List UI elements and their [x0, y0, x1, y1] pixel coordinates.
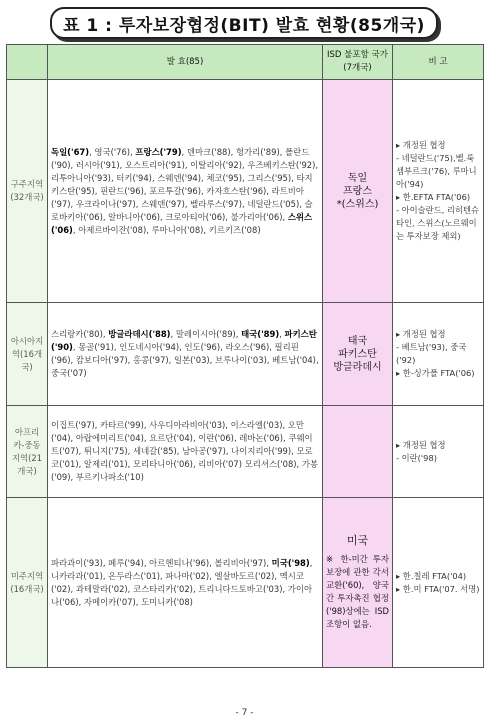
- country-non-isd: 스위스('06): [51, 211, 313, 235]
- country-list-text: ,: [279, 329, 285, 339]
- country-non-isd: 프랑스('79): [135, 146, 182, 157]
- header-blank: [7, 45, 48, 80]
- header-remarks: 비 고: [393, 45, 484, 80]
- country-list-text: , 말레이시아('89),: [170, 329, 242, 339]
- countries-cell: [48, 303, 323, 406]
- country-list-text: , 아제르바이잔('08), 루마니아('08), 키르키즈('08): [72, 224, 261, 235]
- remarks-cell: [393, 406, 484, 498]
- region-cell: 아시아지역(16개국): [7, 303, 48, 406]
- country-list-text: 스리랑카('80),: [51, 329, 109, 339]
- isd-cell: [323, 303, 393, 406]
- isd-cell: [323, 498, 393, 668]
- remark-line: ▸ 한.미 FTA('07. 서명): [396, 583, 480, 594]
- title-box: [50, 7, 438, 39]
- remark-line: ▸ 한.EFTA FTA('06): [396, 192, 471, 202]
- header-effective: 발 효(85): [48, 45, 323, 80]
- country-list-text: 이집트('97), 카타르('99), 사우디아라비아('03), 이스라엘('03), 오만('04), 아랍에미리트('04), 요르단('04), 이란('06), 레바논('06), 쿠웨이트('07), 튀니지('75), 세네갈('85), 남아공('97), 나이지리아('99), 모로코('01), 알제리('01), 모리타니아('06), 리비아('07) 모리셔스('08), 가봉('09), 부르키나파소('10): [51, 420, 319, 482]
- remark-line: ▸ 한.칠레 FTA('04): [396, 570, 467, 581]
- bit-status-table: [6, 44, 484, 668]
- country-non-isd: 방글라데시('88): [108, 329, 171, 339]
- region-cell: 구주지역(32개국): [7, 80, 48, 303]
- isd-country: 태국: [347, 335, 368, 347]
- region-cell: 아프리카-중동지역(21개국): [7, 406, 48, 498]
- remark-line: ▸ 개정된 협정: [396, 140, 446, 150]
- countries-cell: [48, 498, 323, 668]
- isd-note: ※ 한-미간 투자보장에 관한 각서교환('60), 양국간 투자촉진 협정('98)상에는 ISD 조항이 없음.: [326, 554, 389, 629]
- country-non-isd: 파키스탄('90): [51, 329, 317, 352]
- header-isd: ISD 불포함 국가(7개국): [323, 45, 393, 80]
- region-cell: 미주지역(16개국): [7, 498, 48, 668]
- country-list-text: , 덴마크('88), 헝가리('89), 폴란드('90), 러시아('91), 오스트리아('91), 이탈리아('92), 우즈베키스탄('92), 리투아니아('93), 터키('94), 스웨덴('94), 체코('95), 그리스('95), 타지키스탄('95), 핀란드('96), 포르투갈('96), 카자흐스탄('96), 라트비아('97), 우크라이나('97), 스웨덴('97), 벨라루스('97), 네덜란드('05), 슬로바키아('06), 알바니아('06), 크로아티아('06), 불가리아('06),: [51, 146, 319, 222]
- isd-country: 프랑스: [343, 185, 372, 197]
- country-list-text: 파라과이('93), 페루('94), 아르헨티나('96), 볼리비아('97),: [51, 557, 272, 568]
- remark-line: ▸ 개정된 협정: [396, 329, 446, 339]
- isd-country: *(스위스): [336, 198, 379, 210]
- table-row-europe: [7, 80, 484, 303]
- remarks-cell: [393, 303, 484, 406]
- remark-line: - 이란('98): [396, 452, 437, 463]
- remark-line: - 네덜란드('75),벨.룩셈부르크('76), 루마니아('94): [396, 153, 477, 189]
- remarks-cell: [393, 498, 484, 668]
- country-non-isd: 미국('98): [271, 557, 310, 568]
- page-title: 표 1 : 투자보장협정(BIT) 발효 현황(85개국): [63, 15, 425, 36]
- table-row-asia: [7, 303, 484, 406]
- table-row-africa-mideast: [7, 406, 484, 498]
- country-list-text: , 영국('76),: [89, 146, 136, 157]
- isd-country: 독일: [347, 172, 368, 184]
- remark-line: - 아이슬란드, 리히텐슈타인, 스위스(노르웨이는 투자보장 제외): [396, 205, 480, 241]
- countries-cell: [48, 406, 323, 498]
- country-list-text: , 니카라과('01), 온두라스('01), 파나마('02), 엘살바도르('02), 멕시코('02), 과테말라('02), 코스타리카('02), 트리니다드토바고('03), 가이아나('06), 자메이카('07), 도미니카('08): [51, 557, 313, 607]
- country-list-text: , 몽골('91), 인도네시아('94), 인도('96), 라오스('96), 필리핀('96), 캄보디아('97), 홍콩('97), 일본('03), 브루나이('03), 베트남('04), 중국('07): [51, 342, 319, 378]
- isd-country: 방글라데시: [333, 361, 382, 373]
- remark-line: ▸ 개정된 협정: [396, 439, 446, 450]
- isd-country: 미국: [346, 534, 369, 547]
- isd-cell: [323, 80, 393, 303]
- remark-line: ▸ 한-싱가폴 FTA('06): [396, 368, 475, 378]
- isd-cell: [323, 406, 393, 498]
- isd-country: 파키스탄: [338, 348, 377, 360]
- country-non-isd: 태국('89): [241, 329, 280, 339]
- table-row-americas: [7, 498, 484, 668]
- remarks-cell: [393, 80, 484, 303]
- country-non-isd: 독일('67): [51, 146, 90, 157]
- remark-line: - 베트남('93), 중국('92): [396, 342, 467, 365]
- countries-cell: [48, 80, 323, 303]
- page-number: - 7 -: [235, 708, 254, 718]
